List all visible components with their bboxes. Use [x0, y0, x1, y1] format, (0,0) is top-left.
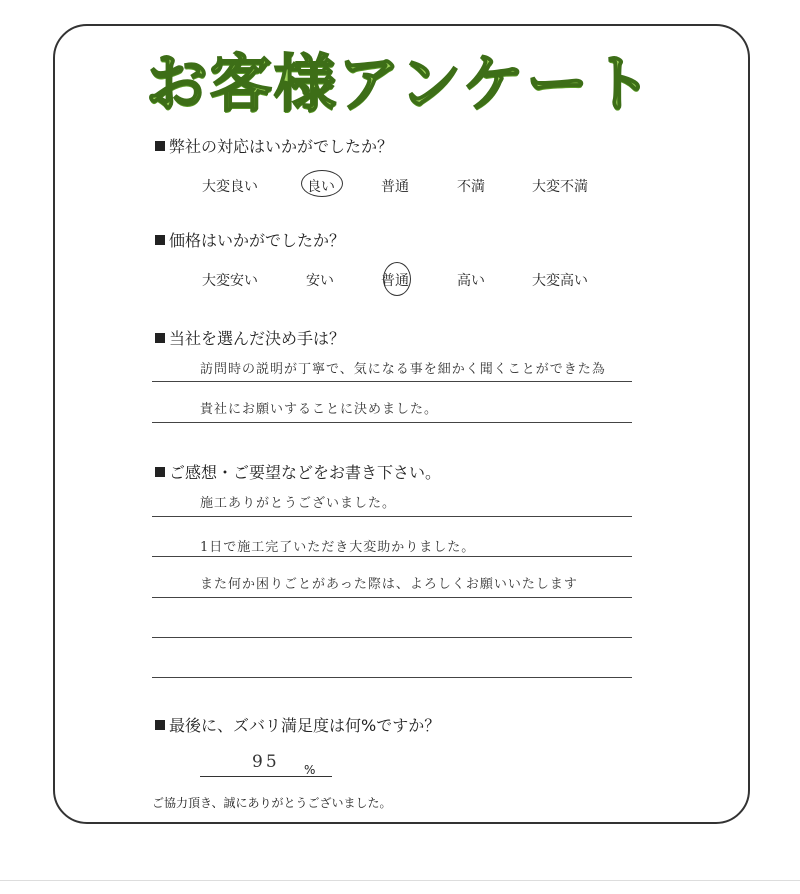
answer-line: 訪問時の説明が丁寧で、気になる事を細かく聞くことができた為 — [200, 362, 606, 377]
option-service-very-good[interactable]: 大変良い — [202, 179, 258, 195]
question-satisfaction-text: 最後に、ズバリ満足度は何%ですか？ — [169, 716, 441, 735]
answer-rule — [152, 677, 632, 678]
question-reason — [155, 326, 345, 349]
page-bottom-divider — [0, 880, 800, 881]
question-satisfaction — [155, 713, 440, 736]
bullet-square-icon — [155, 235, 165, 245]
answer-rule — [152, 516, 632, 517]
answer-rule — [152, 381, 632, 382]
option-price-very-cheap[interactable]: 大変安い — [202, 273, 258, 289]
option-price-expensive[interactable]: 高い — [457, 273, 485, 289]
question-price-text: 価格はいかがでしたか？ — [169, 231, 346, 250]
question-comments-text: ご感想・ご要望などをお書き下さい。 — [169, 463, 442, 482]
option-service-normal[interactable]: 普通 — [381, 179, 409, 195]
satisfaction-rule — [200, 776, 332, 777]
bullet-square-icon — [155, 467, 165, 477]
thank-you-note: ご協力頂き、誠にありがとうございました。 — [152, 796, 392, 810]
answer-line: また何か困りごとがあった際は、よろしくお願いいたします — [200, 577, 578, 592]
selected-circle-mark — [383, 262, 411, 296]
answer-rule — [152, 422, 632, 423]
answer-line: 1日で施工完了いただき大変助かりました。 — [200, 540, 476, 555]
bullet-square-icon — [155, 141, 165, 151]
question-service — [155, 134, 393, 157]
question-reason-text: 当社を選んだ決め手は？ — [169, 329, 346, 348]
selected-circle-mark — [301, 170, 343, 197]
option-service-unsatisfied[interactable]: 不満 — [457, 179, 485, 195]
bullet-square-icon — [155, 333, 165, 343]
question-price — [155, 228, 345, 251]
answer-line: 施工ありがとうございました。 — [200, 496, 397, 511]
question-service-text: 弊社の対応はいかがでしたか？ — [169, 137, 394, 156]
survey-title: お客様アンケート — [145, 47, 655, 120]
bullet-square-icon — [155, 720, 165, 730]
satisfaction-value[interactable]: 95 — [252, 752, 280, 772]
option-service-good[interactable]: 良い — [307, 179, 335, 195]
option-price-cheap[interactable]: 安い — [306, 273, 334, 289]
option-price-normal[interactable]: 普通 — [381, 273, 409, 289]
option-price-very-expensive[interactable]: 大変高い — [532, 273, 588, 289]
answer-line: 貴社にお願いすることに決めました。 — [200, 402, 439, 417]
answer-rule — [152, 637, 632, 638]
percent-sign: % — [304, 763, 316, 777]
question-comments — [155, 460, 441, 483]
answer-rule — [152, 597, 632, 598]
answer-rule — [152, 556, 632, 557]
option-service-very-unsatisfied[interactable]: 大変不満 — [532, 179, 588, 195]
